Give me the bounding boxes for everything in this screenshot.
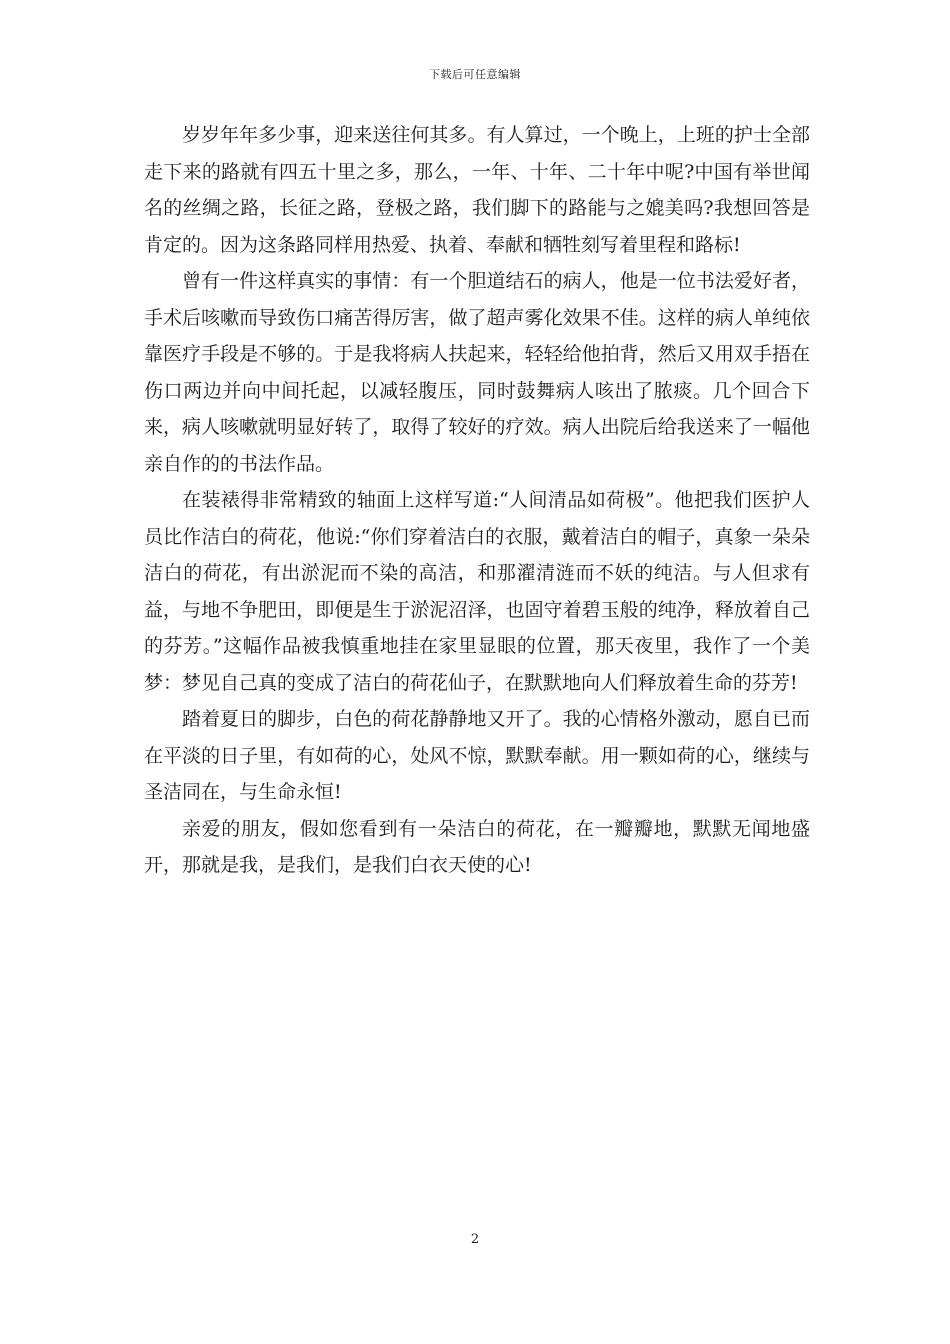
paragraph-3: 在装裱得非常精致的轴面上这样写道:“人间清品如荷极”。他把我们医护人员比作洁白的荷花，他说:“你们穿着洁白的衣服，戴着洁白的帽子，真象一朵朵洁白的荷花，有出淤泥而不染的高洁，和那濯清涟而不妖的纯洁。与人但求有益，与地不争肥田，即便是生于淤泥沼泽，也固守着碧玉般的纯净，释放着自己的芬芳。”这幅作品被我慎重地挂在家里显眼的位置，那天夜里，我作了一个美梦：梦见自己真的变成了洁白的荷花仙子，在默默地向人们释放着生命的芬芳! bbox=[144, 489, 810, 694]
paragraph-4: 踏着夏日的脚步，白色的荷花静静地又开了。我的心情格外激动，愿自已而在平淡的日子里，有如荷的心，处风不惊，默默奉献。用一颗如荷的心，继续与圣洁同在，与生命永恒! bbox=[144, 708, 810, 803]
document-body bbox=[144, 117, 810, 884]
page-number: 2 bbox=[470, 1232, 480, 1247]
paragraph-5: 亲爱的朋友，假如您看到有一朵洁白的荷花，在一瓣瓣地，默默无闻地盛开，那就是我，是我们，是我们白衣天使的心! bbox=[144, 817, 810, 876]
page-header: 下载后可任意编辑 bbox=[429, 68, 521, 81]
paragraph-1: 岁岁年年多少事，迎来送往何其多。有人算过，一个晚上，上班的护士全部走下来的路就有四五十里之多，那么，一年、十年、二十年中呢?中国有举世闻名的丝绸之路，长征之路，登极之路，我们脚下的路能与之媲美吗?我想回答是肯定的。因为这条路同样用热爱、执着、奉献和牺牲刻写着里程和路标! bbox=[144, 124, 810, 256]
paragraph-2: 曾有一件这样真实的事情：有一个胆道结石的病人，他是一位书法爱好者，手术后咳嗽而导致伤口痛苦得厉害，做了超声雾化效果不佳。这样的病人单纯依靠医疗手段是不够的。于是我将病人扶起来，轻轻给他拍背，然后又用双手捂在伤口两边并向中间托起，以减轻腹压，同时鼓舞病人咳出了脓痰。几个回合下来，病人咳嗽就明显好转了，取得了较好的疗效。病人出院后给我送来了一幅他亲自作的的书法作品。 bbox=[144, 270, 810, 475]
